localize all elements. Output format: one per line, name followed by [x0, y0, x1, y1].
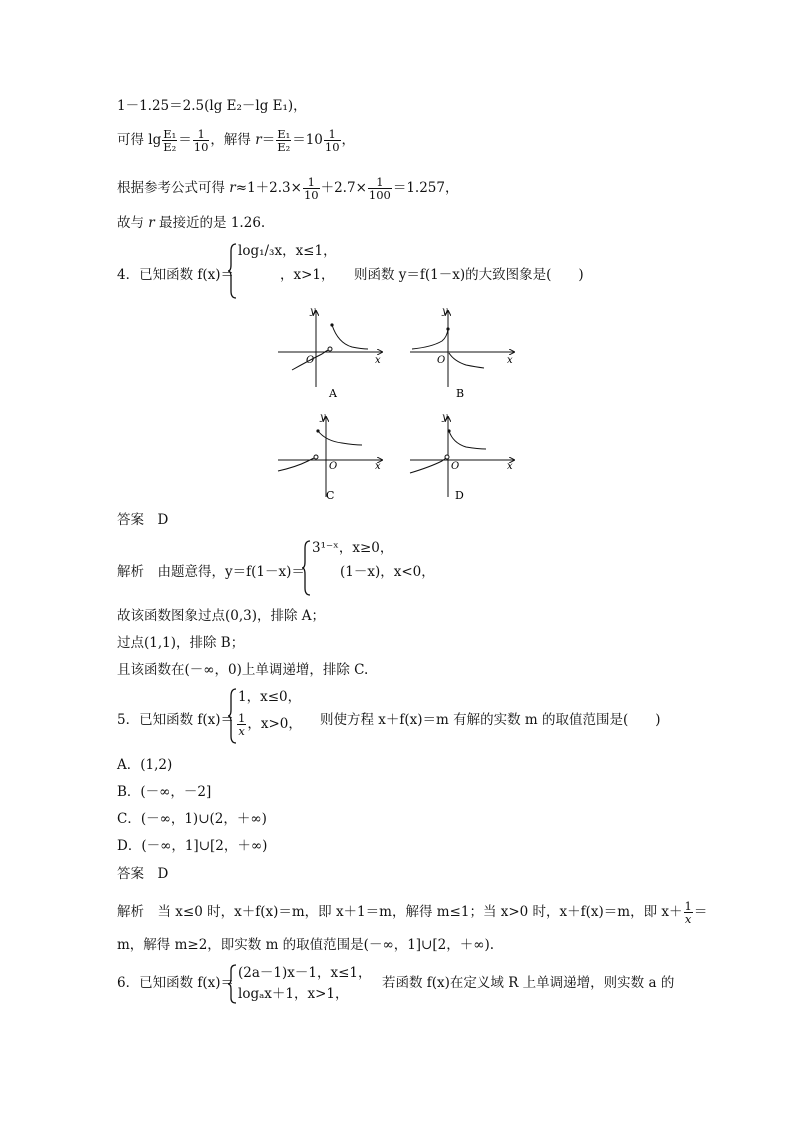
- axis-x-label: x: [375, 355, 381, 366]
- axis-x-label: x: [507, 461, 513, 472]
- left-brace-icon: [228, 964, 238, 1004]
- q4-analysis-line3: 且该函数在(－∞，0)上单调递增，排除 C.: [117, 662, 369, 678]
- text: 最接近的是 1.26.: [154, 215, 266, 231]
- graph-d: [410, 412, 514, 502]
- q4-graphs: [270, 305, 530, 505]
- left-brace-icon: [228, 243, 238, 299]
- sol3-eq2: [117, 128, 355, 153]
- open-point: [445, 455, 449, 459]
- q4-suffix: 则函数 y＝f(1－x)的大致图象是( ): [354, 267, 584, 283]
- q6-prefix: 6．已知函数 f(x)＝: [117, 975, 235, 991]
- text: 解析 当 x≤0 时，x＋f(x)＝m，即 x＋1＝m，解得 m≤1；当 x>0 时，x＋f(x)＝m，即 x＋: [117, 904, 683, 920]
- curve: [412, 329, 448, 349]
- text: ，x>0，: [247, 716, 302, 732]
- q5-answer: 答案 D: [117, 866, 169, 882]
- graph-c: [278, 412, 382, 502]
- q4-case1: log₁/₃x，x≤1，: [238, 243, 337, 259]
- text: 故与: [117, 215, 149, 231]
- point: [447, 429, 450, 432]
- denominator: E₂: [163, 140, 177, 154]
- q5-prefix: 5．已知函数 f(x)＝: [117, 712, 235, 728]
- text: ＝: [178, 132, 192, 148]
- denominator: 100: [368, 188, 391, 202]
- q4-analysis-case2: (1－x)，x<0，: [340, 564, 435, 580]
- curve: [449, 353, 484, 368]
- denominator: x: [238, 724, 245, 738]
- curve: [449, 431, 486, 449]
- axis-y-label: y: [442, 412, 448, 423]
- q5-option-d: D．(－∞，1]∪[2，＋∞): [117, 838, 268, 854]
- numerator: 1: [368, 176, 392, 189]
- sol3-eq1: 1－1.25＝2.5(lg E₂－lg E₁)，: [117, 98, 307, 114]
- origin-label: O: [306, 355, 315, 366]
- q5-suffix: 则使方程 x＋f(x)＝m 有解的实数 m 的取值范围是( ): [320, 712, 661, 728]
- curve: [410, 457, 447, 473]
- fraction: [276, 128, 291, 153]
- point: [330, 323, 333, 326]
- text: ＋2.7×: [320, 180, 367, 196]
- q4-prefix: 4．已知函数 f(x)＝: [117, 267, 235, 283]
- q5-case1: 1，x≤0，: [238, 689, 302, 705]
- var-r: r: [229, 180, 236, 196]
- text: ，解得: [210, 132, 256, 148]
- text: ＝1.257，: [392, 180, 459, 196]
- denominator: E₂: [277, 140, 291, 154]
- q4-analysis-line1: 故该函数图象过点(0,3)，排除 A；: [117, 608, 326, 624]
- curve: [318, 431, 362, 445]
- q4-analysis-line2: 过点(1,1)，排除 B；: [117, 635, 245, 651]
- open-point: [314, 455, 318, 459]
- origin-label: O: [329, 461, 338, 472]
- denominator: 10: [324, 140, 340, 154]
- q5-option-c: C．(－∞，1)∪(2，＋∞): [117, 811, 267, 827]
- axis-y-label: y: [320, 412, 326, 423]
- fraction: [303, 176, 320, 201]
- q4-answer: 答案 D: [117, 512, 169, 528]
- numerator: 1: [303, 176, 320, 189]
- q6-suffix: 若函数 f(x)在定义域 R 上单调递增，则实数 a 的: [382, 975, 675, 991]
- curve: [278, 457, 316, 471]
- left-brace-icon: [302, 540, 312, 596]
- numerator: 1: [324, 128, 341, 141]
- axis-x-label: x: [375, 461, 381, 472]
- numerator: E₁: [163, 127, 177, 141]
- point: [316, 429, 319, 432]
- axis-y-label: y: [442, 306, 448, 317]
- sol3-eq3: [117, 176, 458, 201]
- numerator: 1: [684, 899, 692, 913]
- text: ＝10: [292, 132, 323, 148]
- text: 根据参考公式可得: [117, 180, 230, 196]
- text: ，: [341, 132, 356, 148]
- graph-label-c: C: [326, 489, 335, 502]
- q4-case2: ，x>1，: [280, 267, 335, 283]
- var-r: r: [148, 215, 155, 231]
- q5-case2: [236, 712, 302, 737]
- origin-label: O: [437, 355, 446, 366]
- denominator: 10: [303, 188, 319, 202]
- q5-option-a: A．(1,2): [117, 757, 173, 773]
- denominator: x: [684, 912, 692, 926]
- graph-label-b: B: [456, 387, 465, 400]
- text: ＝: [261, 132, 276, 148]
- axis-y-label: y: [310, 306, 316, 317]
- fraction: [324, 128, 341, 153]
- text: ＝: [693, 904, 708, 920]
- open-point: [328, 347, 332, 351]
- numerator: E₁: [277, 127, 291, 141]
- sol3-eq4: [117, 214, 265, 232]
- var-r: r: [255, 132, 262, 148]
- graph-label-a: A: [329, 387, 337, 400]
- q5-analysis-line1: [117, 900, 707, 925]
- q5-analysis-line2: m，解得 m≥2，即实数 m 的取值范围是(－∞，1]∪[2，＋∞).: [117, 937, 495, 953]
- graph-b: [410, 306, 514, 400]
- fraction: [684, 900, 693, 925]
- origin-label: O: [451, 461, 460, 472]
- text: 可得 lg: [117, 132, 162, 148]
- q5-option-b: B．(－∞，－2]: [117, 784, 212, 800]
- q6-case2: logₐx＋1，x>1，: [238, 986, 349, 1002]
- q4-analysis-prefix: 解析 由题意得，y＝f(1－x)＝: [117, 564, 305, 580]
- numerator: 1: [238, 711, 246, 725]
- text: ≈1＋2.3×: [235, 180, 302, 196]
- q4-analysis-case1: 3¹⁻ˣ，x≥0，: [312, 540, 394, 556]
- numerator: 1: [193, 128, 210, 141]
- fraction: [193, 128, 210, 153]
- curve: [332, 325, 368, 349]
- axis-x-label: x: [507, 355, 513, 366]
- point: [446, 327, 449, 330]
- q6-case1: (2a－1)x－1，x≤1，: [238, 965, 372, 981]
- fraction: [368, 176, 392, 201]
- graph-a: [278, 306, 382, 400]
- denominator: 10: [193, 140, 209, 154]
- fraction: [162, 128, 177, 153]
- fraction: [237, 712, 246, 737]
- graph-label-d: D: [455, 489, 464, 502]
